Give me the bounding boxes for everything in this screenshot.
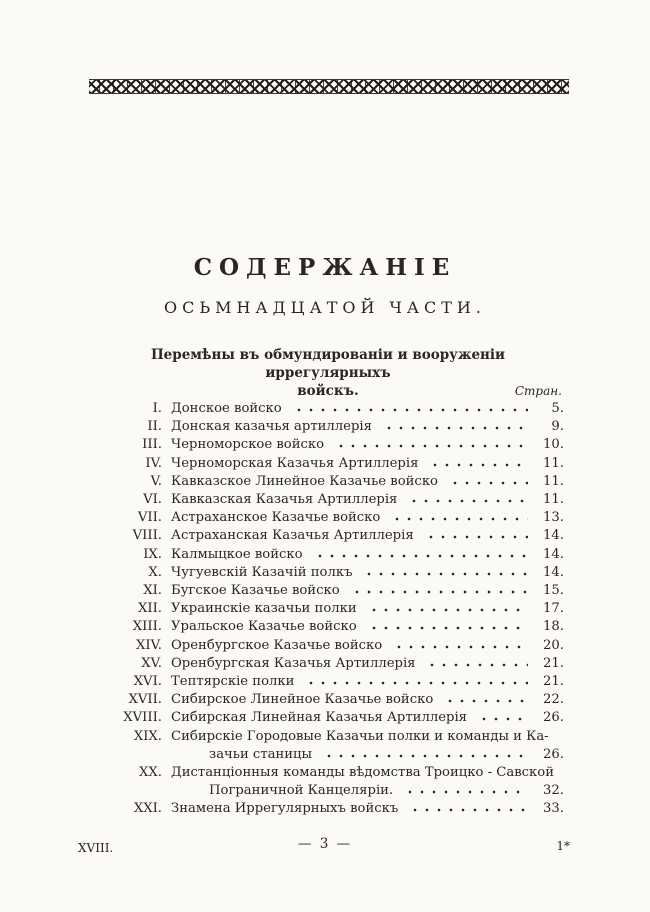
toc-numeral: XIII. (132, 619, 162, 635)
toc-numeral: XXI. (133, 801, 162, 817)
dot-leader (447, 481, 528, 485)
toc-entry-title: Знамена Иррегулярныхъ войскъ (171, 801, 399, 817)
toc-page-number: 9. (551, 419, 564, 435)
dot-leader (427, 463, 528, 467)
page-subtitle: ОСЬМНАДЦАТОЙ ЧАСТИ. (164, 298, 486, 317)
toc-page-number: 26. (543, 710, 564, 726)
toc-page-number: 11. (543, 455, 564, 471)
toc-entry-title: Тептярскіе полки (171, 674, 295, 690)
toc-numeral: XX. (139, 765, 162, 781)
toc-numeral: XV. (141, 655, 162, 671)
toc-entry-line (104, 800, 564, 818)
toc-numeral: XIV. (135, 637, 162, 653)
toc-entry-title: Бугское Казачье войско (171, 583, 340, 599)
toc-entry-title: Сибирское Линейное Казачье войско (171, 692, 434, 708)
toc-numeral: I. (152, 401, 162, 416)
toc-numeral: XIX. (133, 728, 162, 744)
toc-entry-line (104, 746, 564, 764)
toc-entry-line (104, 618, 564, 636)
dot-leader (424, 663, 528, 667)
toc-numeral: V. (150, 473, 162, 489)
dot-leader (333, 444, 528, 448)
toc-entry-line (104, 582, 564, 600)
toc-entry-line (104, 455, 564, 473)
footer-page-number: — 3 — (297, 836, 353, 852)
toc-page-number: 17. (543, 601, 564, 617)
toc-list (104, 400, 564, 819)
toc-entry-title: Сибирскіе Городовые Казачьи полки и команды и Ка- (171, 728, 549, 744)
toc-numeral: VIII. (132, 528, 162, 544)
toc-entry-title: Донское войско (171, 401, 282, 416)
toc-entry-title: Пограничной Канцеляріи. (209, 783, 394, 799)
toc-numeral: XVIII. (123, 710, 162, 726)
toc-numeral: XVI. (133, 674, 162, 690)
toc-entry-title: Кавказская Казачья Артиллерія (171, 492, 398, 508)
toc-entry-title: Дистанціонныя команды вѣдомства Троицко - Савской (171, 765, 555, 781)
toc-entry-line (104, 491, 564, 509)
toc-page-number: 26. (543, 746, 564, 762)
toc-numeral: VI. (143, 492, 162, 508)
toc-entry-line (104, 527, 564, 545)
toc-entry-line (104, 782, 564, 800)
dot-leader (476, 717, 528, 721)
toc-numeral: XI. (143, 583, 162, 599)
toc-page-number: 5. (551, 401, 564, 416)
toc-entry-title: Чугуевскій Казачій полкъ (171, 564, 353, 580)
toc-page-number: 13. (543, 510, 564, 526)
toc-entry-line (104, 436, 564, 454)
toc-page-number: 11. (543, 473, 564, 489)
toc-entry-line (104, 400, 564, 418)
toc-page-number: 14. (543, 546, 564, 562)
toc-page-number: 21. (543, 674, 564, 690)
toc-entry-title: зачьи станицы (209, 746, 313, 762)
section-heading (90, 346, 566, 400)
toc-entry-line (104, 600, 564, 618)
toc-entry-line (104, 728, 564, 746)
dot-leader (381, 426, 528, 430)
toc-page-number: 15. (543, 583, 564, 599)
toc-entry-line (104, 764, 564, 782)
toc-entry-title: Украинскіе казачьи полки (171, 601, 357, 617)
dot-leader (407, 808, 528, 812)
toc-entry-line (104, 546, 564, 564)
toc-page-number: 32. (543, 783, 564, 799)
toc-page-number: 14. (543, 528, 564, 544)
dot-leader (291, 408, 528, 412)
toc-entry-line (104, 473, 564, 491)
toc-page-number: 22. (543, 692, 564, 708)
toc-numeral: X. (148, 564, 162, 580)
toc-entry-title: Калмыцкое войско (171, 546, 303, 562)
footer-signature-mark: 1* (556, 839, 570, 853)
dot-leader (303, 681, 528, 685)
dot-leader (361, 572, 528, 576)
dot-leader (402, 790, 528, 794)
toc-page-number: 33. (543, 801, 564, 817)
dot-leader (312, 554, 528, 558)
toc-numeral: IX. (143, 546, 162, 562)
section-heading-line2: войскъ. (297, 383, 359, 399)
toc-entry-title: Оренбургское Казачье войско (171, 637, 383, 653)
toc-entry-line (104, 691, 564, 709)
toc-page-number: 11. (543, 492, 564, 508)
toc-entry-title: Астраханское Казачье войско (171, 510, 381, 526)
dot-leader (366, 608, 528, 612)
toc-page-number: 10. (543, 437, 564, 453)
toc-numeral: II. (147, 419, 162, 435)
toc-numeral: III. (142, 437, 162, 453)
toc-entry-line (104, 709, 564, 727)
toc-entry-title: Черноморское войско (171, 437, 325, 453)
dot-leader (442, 699, 528, 703)
toc-entry-title: Донская казачья артиллерія (171, 419, 372, 435)
dot-leader (366, 626, 528, 630)
toc-entry-line (104, 509, 564, 527)
toc-numeral: XII. (138, 601, 162, 617)
toc-numeral: IV. (145, 455, 162, 471)
toc-page-number: 20. (543, 637, 564, 653)
toc-numeral: XVII. (128, 692, 162, 708)
footer-part-number: XVIII. (78, 841, 114, 855)
toc-entry-title: Сибирская Линейная Казачья Артиллерія (171, 710, 467, 726)
toc-entry-line (104, 418, 564, 436)
toc-page-number: 21. (543, 655, 564, 671)
dot-leader (349, 590, 528, 594)
toc-page-number: 18. (543, 619, 564, 635)
page-title: СОДЕРЖАНІЕ (193, 254, 457, 281)
toc-entry-line (104, 564, 564, 582)
toc-entry-title: Оренбургская Казачья Артиллерія (171, 655, 416, 671)
dot-leader (423, 535, 528, 539)
toc-entry-title: Черноморская Казачья Артиллерія (171, 455, 419, 471)
dot-leader (321, 754, 528, 758)
ornament-border-icon (89, 79, 569, 94)
toc-page-number: 14. (543, 564, 564, 580)
section-heading-line1: Перемѣны въ обмундированіи и вооруженіи иррегулярныхъ (150, 347, 506, 381)
toc-entry-line (104, 673, 564, 691)
toc-entry-line (104, 637, 564, 655)
toc-entry-title: Кавказское Линейное Казачье войско (171, 473, 438, 489)
toc-entry-title: Уральское Казачье войско (171, 619, 357, 635)
dot-leader (406, 499, 528, 503)
dot-leader (389, 517, 528, 521)
toc-entry-title: Астраханская Казачья Артиллерія (171, 528, 414, 544)
toc-numeral: VII. (137, 510, 162, 526)
toc-entry-line (104, 655, 564, 673)
page-column-header: Стран. (514, 384, 562, 398)
dot-leader (391, 645, 528, 649)
